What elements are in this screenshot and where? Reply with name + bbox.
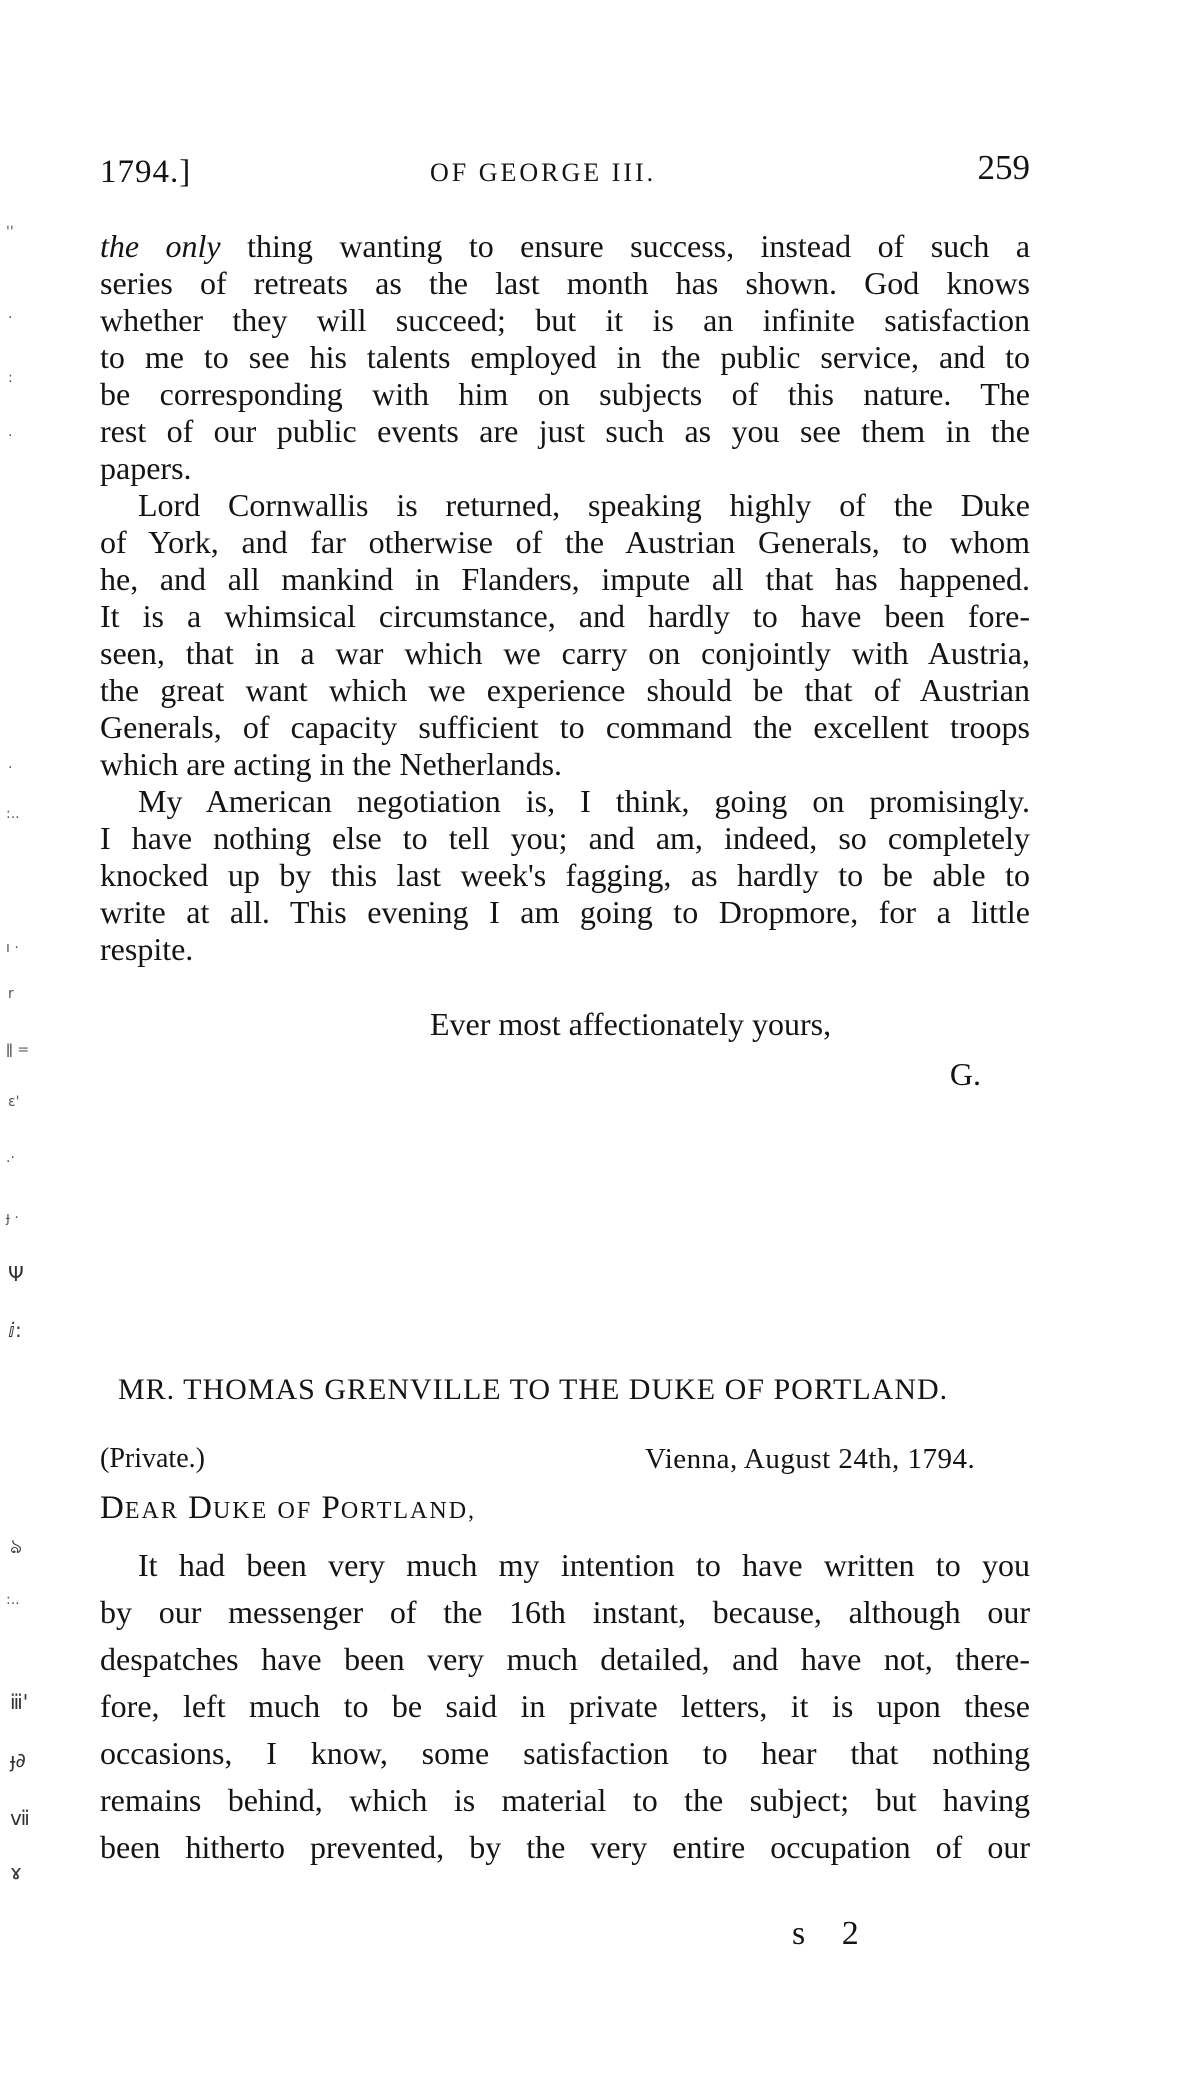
- text-line: papers.: [100, 450, 192, 486]
- text-line: respite.: [100, 931, 194, 967]
- running-head: [100, 148, 1030, 198]
- text-line: of York, and far otherwise of the Austrian Generals, to whom: [100, 524, 1030, 560]
- signature: G.: [949, 1056, 981, 1092]
- page-number: 259: [977, 148, 1030, 187]
- margin-bleed-marks: '' · : · · :.. ı · r ǁ = ɛ' .· ɟ · Ψ ⅈ: ঌ :.. ⅲ' ɟ∂ ⅶ ɤ: [6, 224, 30, 1884]
- text-line: been hitherto prevented, by the very entire occupation of our: [100, 1829, 1030, 1865]
- header-title: OF GEORGE III.: [430, 158, 657, 187]
- dateline: Vienna, August 24th, 1794.: [645, 1443, 976, 1475]
- signature-mark: s 2: [792, 1915, 873, 1952]
- closing-line: Ever most affectionately yours,: [430, 1006, 832, 1042]
- text-line: occasions, I know, some satisfaction to hear that nothing: [100, 1735, 1030, 1771]
- text-line: be corresponding with him on subjects of this nature. The: [100, 376, 1030, 412]
- text-line: Generals, of capacity sufficient to command the excellent troops: [100, 709, 1030, 745]
- text-line: to me to see his talents employed in the public service, and to: [100, 339, 1030, 375]
- text-line: by our messenger of the 16th instant, because, although our: [100, 1594, 1030, 1630]
- letter-heading: MR. THOMAS GRENVILLE TO THE DUKE OF PORTLAND.: [118, 1373, 949, 1406]
- text-line: the great want which we experience should be that of Austrian: [100, 672, 1030, 708]
- text-line: I have nothing else to tell you; and am, indeed, so completely: [100, 820, 1030, 856]
- text-line: seen, that in a war which we carry on conjointly with Austria,: [100, 635, 1030, 671]
- text-line: series of retreats as the last month has shown. God knows: [100, 265, 1030, 301]
- text-line: It is a whimsical circumstance, and hardly to have been fore-: [100, 598, 1030, 634]
- text-line: the only thing wanting to ensure success, instead of such a: [100, 228, 1031, 264]
- text-line: write at all. This evening I am going to Dropmore, for a little: [100, 894, 1030, 930]
- text-line: he, and all mankind in Flanders, impute all that has happened.: [100, 561, 1030, 597]
- header-year: 1794.]: [100, 154, 192, 190]
- text-line: whether they will succeed; but it is an infinite satisfaction: [100, 302, 1030, 338]
- text-line: remains behind, which is material to the subject; but having: [100, 1782, 1030, 1818]
- salutation: DEAR DUKE OF PORTLAND,: [100, 1490, 477, 1526]
- text-line: rest of our public events are just such as you see them in the: [100, 413, 1030, 449]
- text-line: which are acting in the Netherlands.: [100, 746, 563, 782]
- text-line: Lord Cornwallis is returned, speaking highly of the Duke: [138, 487, 1030, 523]
- text-line: My American negotiation is, I think, going on promisingly.: [138, 783, 1030, 819]
- text-line: fore, left much to be said in private letters, it is upon these: [100, 1688, 1030, 1724]
- private-note: (Private.): [100, 1443, 205, 1474]
- text-line: It had been very much my intention to have written to you: [138, 1547, 1030, 1583]
- text-line: knocked up by this last week's fagging, as hardly to be able to: [100, 857, 1030, 893]
- italic-phrase: the only: [100, 228, 221, 264]
- text-line: despatches have been very much detailed, and have not, there-: [100, 1641, 1030, 1677]
